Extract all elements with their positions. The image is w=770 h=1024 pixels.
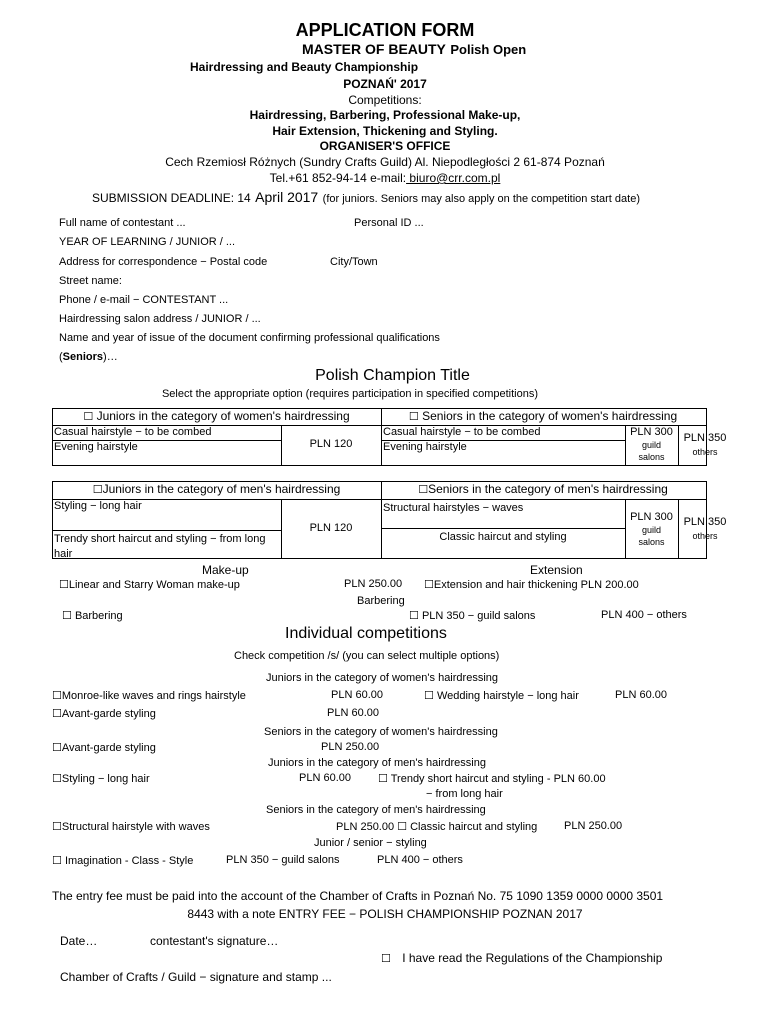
individual-instruction: Check competition /s/ (you can select multiple options)	[234, 650, 500, 662]
jm-item2-cont: − from long hair	[426, 788, 503, 800]
deadline-label: SUBMISSION DEADLINE: 14	[92, 191, 251, 205]
sw-price1: PLN 250.00	[321, 741, 380, 753]
t2-r-price2-sub: others	[692, 531, 718, 541]
checkbox-icon[interactable]: ☐	[92, 483, 103, 496]
extension-option-label: Extension and hair thickening PLN 200.00	[433, 579, 639, 591]
js-item1-label: Imagination - Class - Style	[64, 855, 194, 867]
seniors-field[interactable]	[59, 351, 118, 363]
js-others-price: PLN 400 − others	[377, 854, 463, 866]
checkbox-icon[interactable]: ☐	[378, 772, 388, 785]
individual-title: Individual competitions	[285, 625, 447, 642]
checkbox-icon[interactable]: ☐	[418, 483, 429, 496]
championship-line: Hairdressing and Beauty Championship	[190, 60, 419, 74]
checkbox-icon[interactable]: ☐	[424, 578, 434, 591]
extension-option[interactable]	[424, 578, 639, 591]
subtitle	[302, 41, 526, 59]
makeup-option[interactable]	[59, 578, 240, 591]
t2-seniors-label: Seniors in the category of men's hairdressing	[428, 482, 668, 496]
t1-r-price1-sub2: salons	[638, 452, 665, 462]
champion-title: Polish Champion Title	[315, 367, 470, 384]
competitions-label: Competitions:	[348, 93, 422, 107]
checkbox-icon[interactable]: ☐	[52, 689, 62, 702]
t2-r-row2: Classic haircut and styling	[439, 531, 567, 543]
t2-r-price1-sub1: guild	[641, 525, 661, 535]
subtitle-bold: MASTER OF BEAUTY	[302, 41, 446, 57]
t1-r-price1: PLN 300	[630, 426, 673, 438]
telephone: Tel.+61 852-94-14 e-mail:	[269, 171, 407, 185]
sw-item1[interactable]	[52, 741, 156, 754]
seniors-label: Seniors	[62, 351, 104, 363]
makeup-option-label: Linear and Starry Woman make-up	[68, 579, 240, 591]
jm-item2[interactable]	[378, 772, 606, 785]
city-field[interactable]: City/Town	[330, 256, 378, 268]
paren-close: )…	[103, 351, 118, 363]
t2-juniors-option[interactable]	[52, 482, 381, 496]
t1-seniors-option[interactable]	[381, 409, 705, 423]
jw-item3-label: Avant-garde styling	[61, 708, 156, 720]
checkbox-icon[interactable]: ☐	[52, 820, 62, 833]
sm-item2-label: Classic haircut and styling	[410, 821, 538, 833]
chamber-signature-field[interactable]: Chamber of Crafts / Guild − signature and stamp ...	[60, 970, 332, 984]
sm-price1-option[interactable]	[336, 820, 537, 833]
subtitle-rest: Polish Open	[450, 42, 527, 57]
jw-price1: PLN 60.00	[331, 689, 383, 701]
jw-item1[interactable]	[52, 689, 246, 702]
checkbox-icon[interactable]: ☐	[52, 707, 62, 720]
postal-code-field[interactable]: Address for correspondence − Postal code	[59, 256, 268, 268]
jm-price2: PLN 60.00	[553, 773, 606, 785]
barbering-guild-option[interactable]	[409, 609, 535, 622]
full-name-field[interactable]: Full name of contestant ...	[59, 217, 186, 229]
t2-l-row2: Trendy short haircut and styling − from long hair	[54, 533, 266, 560]
t1-l-row2: Evening hairstyle	[54, 441, 138, 453]
checkbox-icon[interactable]: ☐	[83, 410, 94, 423]
t1-r-price2-sub: others	[692, 447, 718, 457]
t2-r-price2: PLN 350	[683, 516, 727, 528]
t2-r-price1-sub2: salons	[638, 537, 665, 547]
js-title: Junior / senior − styling	[314, 837, 427, 849]
sm-item1-label: Structural hairstyle with waves	[61, 821, 210, 833]
competitions-line2: Hair Extension, Thickening and Styling.	[272, 124, 498, 138]
sm-price2: PLN 250.00	[564, 820, 623, 832]
t2-r-row1: Structural hairstyles − waves	[383, 502, 524, 514]
t1-r-price2: PLN 350	[683, 432, 727, 444]
deadline-note: (for juniors. Seniors may also apply on the competition start date)	[322, 193, 640, 205]
checkbox-icon[interactable]: ☐	[52, 741, 62, 754]
t1-juniors-option[interactable]	[52, 409, 381, 423]
sw-item1-label: Avant-garde styling	[61, 742, 156, 754]
contact-line	[0, 171, 770, 185]
js-item1[interactable]	[52, 854, 193, 867]
salon-address-field[interactable]: Hairdressing salon address / JUNIOR / ...	[59, 313, 261, 325]
t1-juniors-label: Juniors in the category of women's hairdressing	[96, 409, 350, 423]
form-title: APPLICATION FORM	[295, 20, 475, 40]
barbering-guild-label: PLN 350 − guild salons	[421, 610, 536, 622]
t1-l-price: PLN 120	[309, 438, 353, 450]
t1-r-row2: Evening hairstyle	[383, 441, 467, 453]
email-link[interactable]: biuro@crr.com.pl	[406, 171, 501, 185]
regulations-option[interactable]	[381, 951, 662, 965]
js-guild-price: PLN 350 − guild salons	[226, 854, 340, 866]
checkbox-icon[interactable]: ☐	[409, 609, 419, 622]
jw-item3[interactable]	[52, 707, 156, 720]
t2-r-price1: PLN 300	[630, 511, 673, 523]
street-field[interactable]: Street name:	[59, 275, 122, 287]
barbering-title: Barbering	[357, 595, 405, 607]
checkbox-icon[interactable]: ☐	[52, 854, 62, 867]
sw-title: Seniors in the category of women's hairdressing	[264, 726, 498, 738]
sm-title: Seniors in the category of men's hairdressing	[266, 804, 486, 816]
t1-l-row1: Casual hairstyle − to be combed	[54, 426, 212, 438]
t1-seniors-label: Seniors in the category of women's hairdressing	[422, 409, 678, 423]
regulations-label: I have read the Regulations of the Championship	[402, 951, 663, 965]
jm-title: Juniors in the category of men's hairdressing	[268, 757, 486, 769]
checkbox-icon[interactable]: ☐	[424, 689, 434, 702]
jm-item1[interactable]	[52, 772, 150, 785]
organiser-office: ORGANISER'S OFFICE	[319, 139, 451, 153]
checkbox-icon[interactable]: ☐	[397, 820, 408, 833]
jw-price2: PLN 60.00	[615, 689, 667, 701]
makeup-price: PLN 250.00	[344, 578, 403, 590]
fee-line2: 8443 with a note ENTRY FEE − POLISH CHAMPIONSHIP POZNAN 2017	[187, 907, 583, 921]
t1-r-price1-sub1: guild	[641, 440, 661, 450]
year-of-learning-field[interactable]: YEAR OF LEARNING / JUNIOR / ...	[59, 236, 236, 248]
date-field[interactable]: Date…	[60, 934, 98, 948]
jm-price1: PLN 60.00	[299, 772, 351, 784]
champion-instruction: Select the appropriate option (requires participation in specified competitions)	[161, 388, 539, 400]
t2-juniors-label: Juniors in the category of men's hairdressing	[102, 482, 341, 496]
checkbox-icon[interactable]: ☐	[52, 772, 62, 785]
qualification-doc-field[interactable]: Name and year of issue of the document confirming professional qualifications	[59, 332, 440, 344]
city-year: POZNAŃ' 2017	[343, 77, 427, 91]
fee-line1: The entry fee must be paid into the account of the Chamber of Crafts in Poznań No. 75 1090 1359 0000 0000 3501	[52, 889, 664, 903]
makeup-title: Make-up	[202, 563, 249, 577]
organiser-address: Cech Rzemiosł Różnych (Sundry Crafts Guild) Al. Niepodległości 2 61-874 Poznań	[165, 155, 605, 169]
barbering-option-label: Barbering	[74, 610, 123, 622]
t2-l-row1: Styling − long hair	[54, 500, 142, 512]
personal-id-field[interactable]: Personal ID ...	[354, 217, 424, 229]
jw-item1-label: Monroe-like waves and rings hairstyle	[61, 690, 246, 702]
checkbox-icon[interactable]: ☐	[381, 952, 391, 965]
paren-open: (	[59, 351, 63, 363]
extension-title: Extension	[530, 563, 583, 577]
jm-item1-label: Styling − long hair	[61, 773, 150, 785]
jw-title: Juniors in the category of women's hairdressing	[266, 672, 498, 684]
jw-item2-label: Wedding hairstyle − long hair	[436, 690, 579, 702]
phone-email-field[interactable]: Phone / e-mail − CONTESTANT ...	[59, 294, 229, 306]
t2-seniors-option[interactable]	[381, 482, 705, 496]
t1-r-row1: Casual hairstyle − to be combed	[383, 426, 541, 438]
sm-item1[interactable]	[52, 820, 210, 833]
checkbox-icon[interactable]: ☐	[408, 410, 419, 423]
deadline-date: April 2017	[255, 189, 319, 205]
jw-price3: PLN 60.00	[327, 707, 379, 719]
jw-item2[interactable]	[424, 689, 579, 702]
checkbox-icon[interactable]: ☐	[62, 609, 72, 622]
barbering-option[interactable]	[62, 609, 123, 622]
jm-item2-label: Trendy short haircut and styling -	[390, 773, 551, 785]
checkbox-icon[interactable]: ☐	[59, 578, 69, 591]
contestant-signature-field[interactable]: contestant's signature…	[150, 934, 279, 948]
sm-price1: PLN 250.00	[336, 821, 395, 833]
barbering-others-price: PLN 400 − others	[601, 609, 687, 621]
competitions-line1: Hairdressing, Barbering, Professional Make-up,	[249, 108, 521, 122]
deadline-line	[92, 189, 640, 207]
t2-l-price: PLN 120	[309, 522, 353, 534]
